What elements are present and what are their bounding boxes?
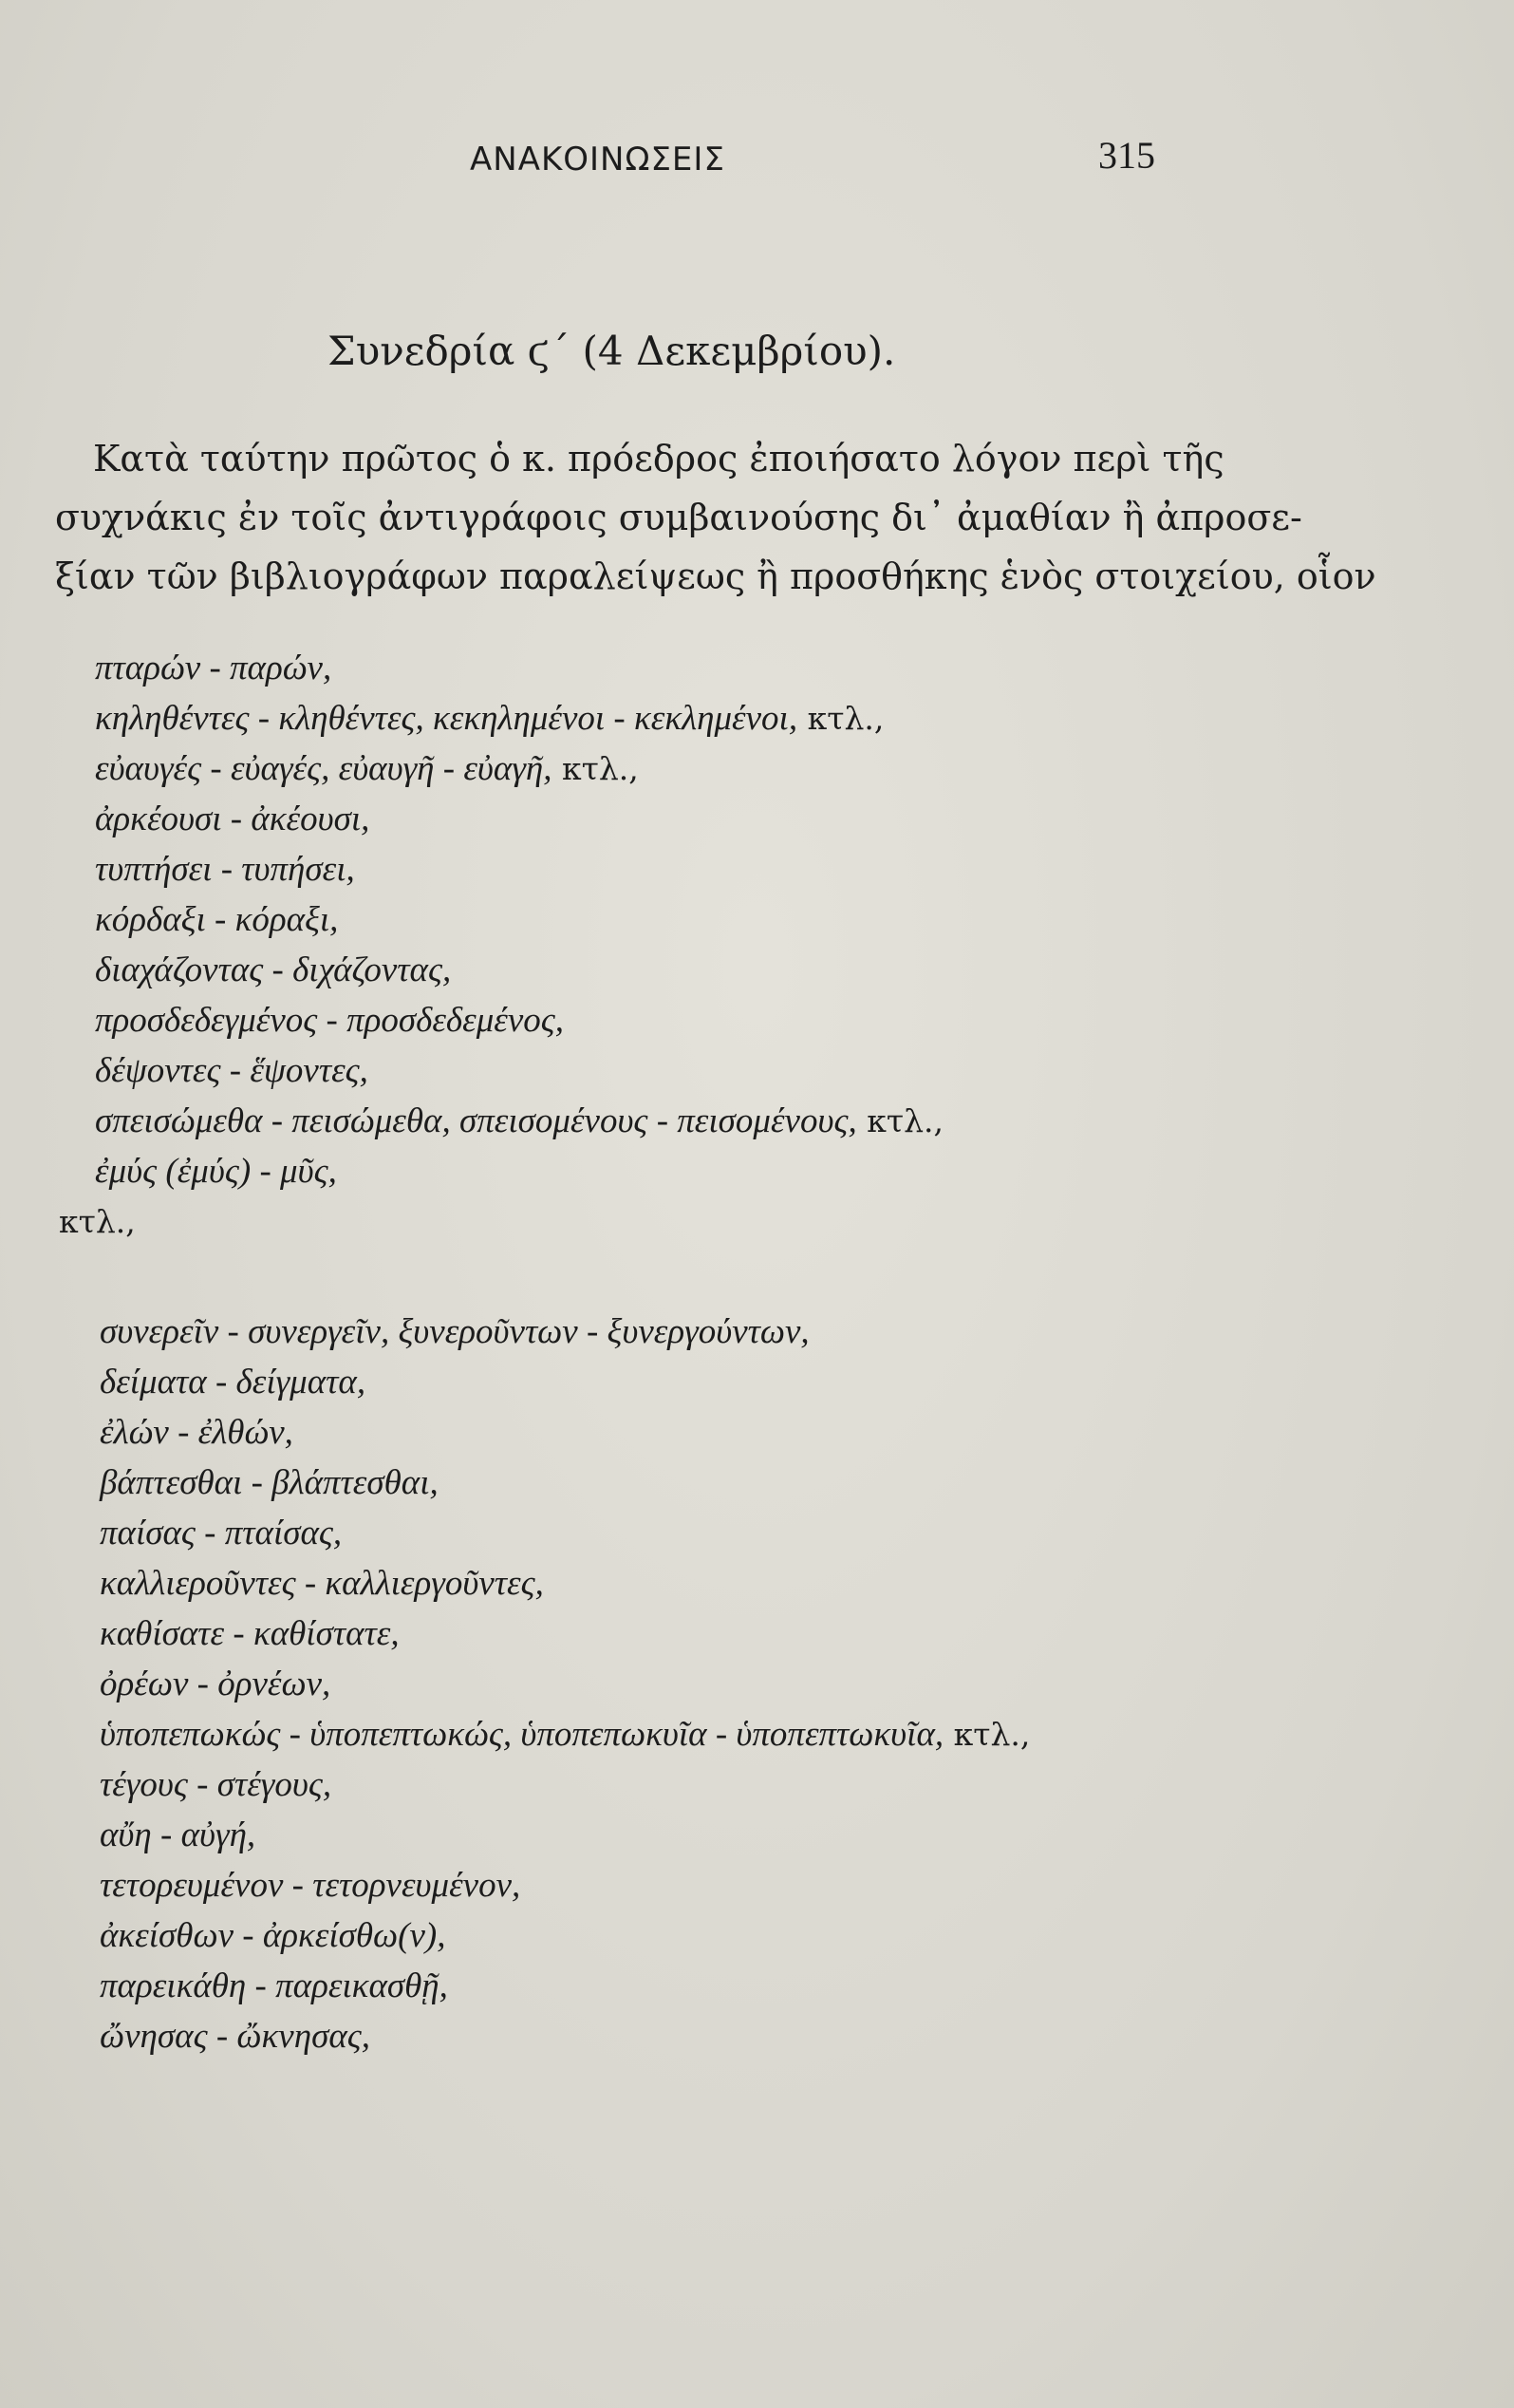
intro-paragraph bbox=[55, 429, 1376, 606]
example-text: συνερεῖν - συνεργεῖν, ξυνεροῦντων - ξυνεργούντων, bbox=[100, 1312, 810, 1351]
example-line bbox=[95, 950, 451, 990]
example-text: εὐαυγές - εὐαγές, εὐαυγῆ - εὐαγῆ, bbox=[95, 749, 552, 788]
example-text: ὤνησας - ὤκνησας, bbox=[100, 2017, 370, 2056]
example-line bbox=[100, 2016, 370, 2057]
example-line bbox=[100, 1764, 331, 1805]
example-text: ἐλών - ἐλθών, bbox=[100, 1413, 293, 1452]
example-line bbox=[95, 648, 331, 688]
example-line bbox=[95, 698, 884, 739]
example-text: δέψοντες - ἕψοντες, bbox=[95, 1051, 368, 1090]
example-text: ἐμύς (ἐμύς) - μῦς, bbox=[95, 1152, 337, 1191]
example-text: τέγους - στέγους, bbox=[100, 1765, 332, 1804]
example-ktl: κτλ., bbox=[944, 1716, 1031, 1753]
example-text: καλλιεροῦντες - καλλιεργοῦντες, bbox=[100, 1564, 544, 1603]
example-text: ὑποπεπωκώς - ὑποπεπτωκώς, ὑποπεπωκυῖα - ὑποπεπτωκυῖα, bbox=[100, 1715, 944, 1754]
example-line bbox=[95, 1151, 337, 1192]
example-line bbox=[59, 1201, 136, 1242]
page-number: 315 bbox=[1098, 134, 1155, 177]
example-text: διαχάζοντας - διχάζοντας, bbox=[95, 950, 452, 989]
example-line bbox=[100, 1462, 439, 1503]
example-line bbox=[100, 1966, 448, 2006]
intro-line: ξίαν τῶν βιβλιογράφων παραλείψεως ἢ προσθήκης ἑνὸς στοιχείου, οἷον bbox=[55, 555, 1376, 597]
example-ktl: κτλ., bbox=[551, 750, 639, 787]
example-text: παίσας - πταίσας, bbox=[100, 1514, 343, 1552]
example-line bbox=[95, 799, 369, 839]
example-text: κηληθέντες - κληθέντες, κεκηλημένοι - κεκλημένοι, bbox=[95, 699, 798, 738]
example-text: καθίσατε - καθίστατε, bbox=[100, 1614, 400, 1653]
example-line bbox=[100, 1412, 293, 1453]
example-text: πταρών - παρών, bbox=[95, 649, 332, 687]
example-ktl: κτλ., bbox=[797, 700, 885, 737]
example-text: ἀρκέουσι - ἀκέουσι, bbox=[95, 800, 370, 838]
example-line bbox=[95, 1050, 368, 1091]
example-text: τετορευμένον - τετορνευμένον, bbox=[100, 1866, 521, 1905]
example-line bbox=[100, 1865, 520, 1906]
example-line bbox=[95, 849, 355, 890]
example-line bbox=[95, 899, 338, 940]
intro-line: συχνάκις ἐν τοῖς ἀντιγράφοις συμβαινούσης δι᾽ ἀμαθίαν ἢ ἀπροσε- bbox=[55, 497, 1302, 538]
example-line bbox=[95, 748, 639, 789]
example-text: παρεικάθη - παρεικασθῇ, bbox=[100, 1966, 448, 2005]
example-line bbox=[100, 1311, 810, 1352]
example-line bbox=[100, 1613, 400, 1654]
running-head: ΑΝΑΚΟΙΝΩΣΕΙΣ bbox=[470, 141, 725, 179]
session-title: Συνεδρία ϛ΄ (4 Δεκεμβρίου). bbox=[327, 328, 896, 374]
example-text: αὔη - αὐγή, bbox=[100, 1815, 256, 1854]
example-text: κόρδαξι - κόραξι, bbox=[95, 900, 339, 939]
example-ktl: κτλ., bbox=[59, 1203, 136, 1240]
example-line bbox=[100, 1714, 1030, 1755]
example-text: βάπτεσθαι - βλάπτεσθαι, bbox=[100, 1463, 439, 1502]
example-line bbox=[95, 1000, 564, 1041]
example-text: τυπτήσει - τυπήσει, bbox=[95, 850, 355, 889]
example-line bbox=[100, 1362, 365, 1402]
example-line bbox=[100, 1815, 255, 1855]
example-ktl: κτλ., bbox=[856, 1102, 944, 1139]
example-line bbox=[100, 1664, 330, 1704]
example-line bbox=[100, 1915, 446, 1956]
intro-line: Κατὰ ταύτην πρῶτος ὁ κ. πρόεδρος ἐποιήσατο λόγον περὶ τῆς bbox=[93, 438, 1224, 480]
example-line bbox=[100, 1513, 342, 1553]
example-text: δείματα - δείγματα, bbox=[100, 1363, 366, 1402]
example-line bbox=[95, 1101, 944, 1141]
example-text: ἀκείσθων - ἀρκείσθω(ν), bbox=[100, 1916, 446, 1955]
example-text: ὀρέων - ὀρνέων, bbox=[100, 1665, 331, 1703]
example-line bbox=[100, 1563, 544, 1604]
example-text: προσδεδεγμένος - προσδεδεμένος, bbox=[95, 1001, 565, 1040]
example-text: σπεισώμεθα - πεισώμεθα, σπεισομένους - πεισομένους, bbox=[95, 1101, 857, 1140]
